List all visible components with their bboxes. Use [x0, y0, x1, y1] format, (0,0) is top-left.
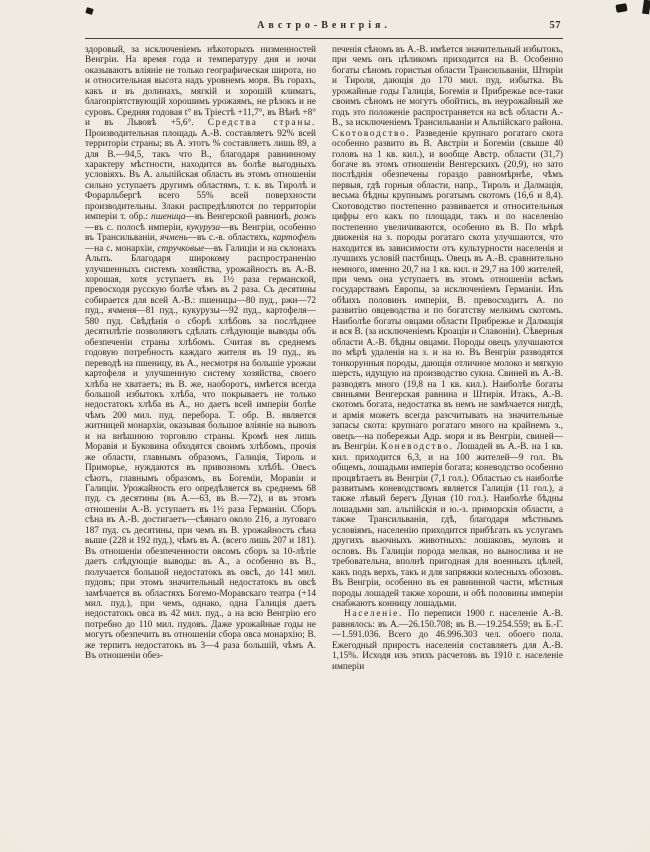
body-text: —въ Венгерской равнинѣ,: [185, 212, 295, 223]
emphasized-text: Коневодство.: [380, 442, 454, 453]
body-text: —въ Галиціи и на склонахъ Альпъ. Благодаря широкому распространенію улучшенныхъ системъ хозяйства, урожайность въ А.-В. хорошая, хотя уступаетъ въ 1½ раза германской, превосходя русскую болѣе чѣмъ въ 2 раза. Съ десятины собирается для всей А.-В.: пшеницы—80 пуд., ржи—72 пуд., ячменя—81 пуд., кукурузы—92 пуд., картофеля—580 пуд. Свѣдѣнія о сборѣ хлѣбовъ за послѣднее десятилѣтіе позволяютъ сдѣлать слѣдующіе выводы объ обезпеченіи страны хлѣбомъ. Считая въ среднемъ годовую потребность каждаго жителя въ 19 пуд., въ переводѣ на пшеницу, въ А., несмотря на большіе урожаи картофеля и улучшенную систему хозяйства, своего хлѣба не хватаетъ; въ В. же, наоборотъ, имѣется всегда большой избытокъ хлѣба, что покрываетъ не только недостатокъ хлѣба въ А., но даетъ всей имперіи болѣе чѣмъ 200 мил. пуд. перебора. Т. обр. В. является житницей монархіи, оказывая большое вліяніе на вывозъ и на внѣшнюю торговлю страны. Кромѣ нея лишь Моравія и Буковина обходятся своимъ хлѣбомъ, прочія же области, главнымъ образомъ, Галиція, Тироль и Приморье, нуждаются въ привозномъ хлѣбѣ. Овесъ сѣютъ, главнымъ образомъ, въ Богеміи, Моравіи и Галиціи. Урожайность его опредѣляется въ среднемъ 68 пуд. съ десятины (въ А.—63, въ В.—72), и въ этомъ отношеніи А.-В. уступаетъ въ 1½ раза Германіи. Сборъ сѣна въ А.-В. достигаетъ—сѣянаго около 216, а луговаго 187 пуд. съ десятины, при чемъ въ В. урожайность сѣна выше (228 и 192 пуд.), чѣмъ въ А. (всего лишь 207 и 181). Въ отношеніи обезпеченности овсомъ сборъ за 10-лѣтіе даетъ слѣдующіе выводы: въ А., а особенно въ В., получается большой недостатокъ въ овсѣ, до 141 мил. пудовъ; при этомъ значительный недостатокъ въ овсѣ замѣчается въ областяхъ Богемо-Моравскаго театра (+14 мил. пуд.), при чемъ, однако, одна Галиція даетъ недостатокъ овса въ 42 мил. пуд., а на всю Венгрію его потребно до 110 мил. пудовъ. Даже урожайные годы не могутъ обезпечить въ отношеніи сбора овса монархію; В. же терпитъ недостатокъ въ 3—4 раза большій, чѣмъ А. Въ отношеніи обез-: [85, 243, 316, 662]
body-text: —въ с. полосѣ имперіи,: [85, 222, 187, 233]
text-columns: [85, 45, 563, 827]
emphasized-text: Средства страны.: [207, 118, 316, 129]
body-text: —въ Венгріи, особенно въ Трансильваніи,: [85, 222, 316, 244]
body-text: Разведеніе крупнаго рогатаго скота особенно развито въ В. Австріи и Богеміи (свыше 40 головъ на 1 кв. кил.), и вообще Австр. области (31,7) богаче въ этомъ отношеніи Венгерскихъ (20,9), но зато послѣднія обезпечены гораздо равномѣрнѣе, чѣмъ первыя, гдѣ горныя области, напр., Тироль и Далмація, весьма бѣдны крупнымъ рогатымъ скотомъ (16,6 и 8,4). Скотоводство постепенно развивается и относительныя цифры его какъ по площади, такъ и по населенію постепенно увеличиваются, особенно въ В. По мѣрѣ движенія на з. породы рогатаго скота улучшаются, что находится въ зависимости отъ культурности населенія и лучшихъ условій пастбищъ. Овецъ въ А.-В. сравнительно немного, именно 20,7 на 1 кв. кил. и 29,7 на 100 жителей, при чемъ она уступаетъ въ этомъ отношеніи всѣмъ государствамъ Европы, за исключеніемъ Германіи. Изъ обѣихъ половинъ имперіи, В. превосходитъ А. по развитію овцеводства и по богатству мелкимъ скотомъ. Наиболѣе богаты овцами области Прибрежье и Далмація и вся В. (за исключеніемъ Кроаціи и Славоніи). Сѣверныя области А.-В. бѣдны овцами. Породы овецъ улучшаются по мѣрѣ удаленія на з. и на ю. Въ Венгріи разводятся тонкорунныя породы, дающія отличное молоко и мягкую шерсть, идущую на производство сукна. Свиней въ А.-В. разводятъ много (19,8 на 1 кв. кил.). Наиболѣе богаты свиньями Венгерская равнина и Штирія. Итакъ, А.-В. скотомъ богата, недостатка въ немъ не замѣчается нигдѣ, и армія можетъ всегда разсчитывать на значительные запасы скота: крупнаго рогатаго много на крайнемъ з., овецъ—на побережьи Адр. моря и въ Венгріи, свиней—въ Венгріи.: [332, 128, 563, 453]
body-text: Лошадей въ А.-В. на 1 кв. кил. приходится 6,3, и на 100 жителей—9 гол. Въ общемъ, лошадьми имперія богата; коневодство особенно процвѣтаетъ въ Венгріи (7,1 гол.). Областью съ наиболѣе развитымъ коневодствомъ является Галиція (11 гол.), а также лѣвый берегъ Дуная (10 гол.). Наиболѣе бѣдны лошадьми зап. альпійскія и ю.-з. приморскія области, а также Трансильванія, гдѣ, благодаря мѣстнымъ условіямъ, населенію приходится прибѣгать къ услугамъ другихъ вьючныхъ животныхъ: лошаковъ, муловъ и ословъ. Въ Галиціи порода мелкая, но вынослива и не требовательна, вполнѣ пригодная для военныхъ цѣлей, какъ подъ верхъ, такъ и для запряжки колесныхъ обозовъ. Въ Венгріи, особенно въ ея равнинной части, мѣстныя породы лошадей также хороши, и обѣ половины имперіи снабжаютъ конницу лошадьми.: [332, 442, 563, 610]
emphasized-text: пшеница: [151, 212, 186, 223]
emphasized-text: ячмень: [160, 233, 188, 244]
paragraph: [332, 45, 563, 609]
emphasized-text: стручковые: [157, 243, 205, 254]
scan-artifact: [642, 0, 650, 14]
paragraph: [332, 609, 563, 672]
emphasized-text: кукуруза: [186, 222, 221, 233]
emphasized-text: картофель: [272, 233, 316, 244]
right-column: [332, 45, 563, 827]
body-text: здоровый, за исключеніемъ нѣкоторыхъ низменностей Венгріи. На время года и температуру дня и ночи оказываютъ вліяніе не только географическая широта, но и относительная высота надъ уровнемъ моря. Въ горахъ, какъ и въ долинахъ, мягкій и хорошій климатъ, благопріятствующій хорошимъ урожаямъ, не рѣзокъ и не суровъ. Средняя годовая t° въ Тріестѣ +11,7°, въ Вѣнѣ +8° и въ Львовѣ +5,6°.: [85, 45, 316, 129]
emphasized-text: Скотоводство.: [332, 128, 411, 139]
emphasized-text: Населеніе.: [344, 609, 403, 620]
body-text: печенія сѣномъ въ А.-В. имѣется значительный избытокъ, при чемъ онъ цѣликомъ приходится на В. Особенно богаты сѣномъ гористыя области Трансильваніи, Штиріи и Тироля, дающія до 170 мил. пуд. избытка. Въ урожайные годы Галиція, Богемія и Прибрежье все-таки своимъ сѣномъ не могутъ обойтись, въ неурожайный же годъ это положеніе распространяется на всѣ области А.-В., за исключеніемъ Трансильваніи и Альпійскаго района.: [332, 45, 563, 129]
paragraph: [85, 45, 316, 662]
page-header: [85, 20, 563, 34]
body-text: —на с. монархіи,: [85, 243, 158, 254]
header-rule: [85, 38, 563, 39]
emphasized-text: рожь: [294, 212, 316, 223]
body-text: —въ с.-в. областяхъ,: [187, 233, 273, 244]
page-number: 57: [549, 20, 561, 31]
body-text: Производительная площадь А.-В. составляетъ 92% всей территоріи страны; въ А. этотъ % составляетъ лишь 89, а для В.—94,5, такъ что В., благодаря равнинному характеру мѣстности, находится въ болѣе выгодныхъ условіяхъ. Въ А. альпійская область въ этомъ отношеніи сильно уступаетъ другимъ областямъ, т. к. въ Тиролѣ и Форарльбергѣ всего 55% всей поверхности производительны. Злаки распредѣляются по территоріи имперіи т. обр.:: [85, 128, 316, 223]
body-text: По переписи 1900 г. населеніе А.-В. равнялось: въ А.—26.150.708; въ В.—19.254.559; въ Б.-Г.—1.591.036. Всего до 46.996.303 чел. обоего пола. Ежегодный приростъ населенія составляетъ для А.-В. 1,15%. Исходя изъ этихъ расчетовъ въ 1910 г. населеніе имперіи: [332, 609, 563, 672]
scan-artifact: [85, 7, 94, 15]
scan-artifact: [615, 3, 627, 13]
left-column: [85, 45, 316, 827]
running-title: Австро-Венгрія.: [257, 20, 391, 31]
